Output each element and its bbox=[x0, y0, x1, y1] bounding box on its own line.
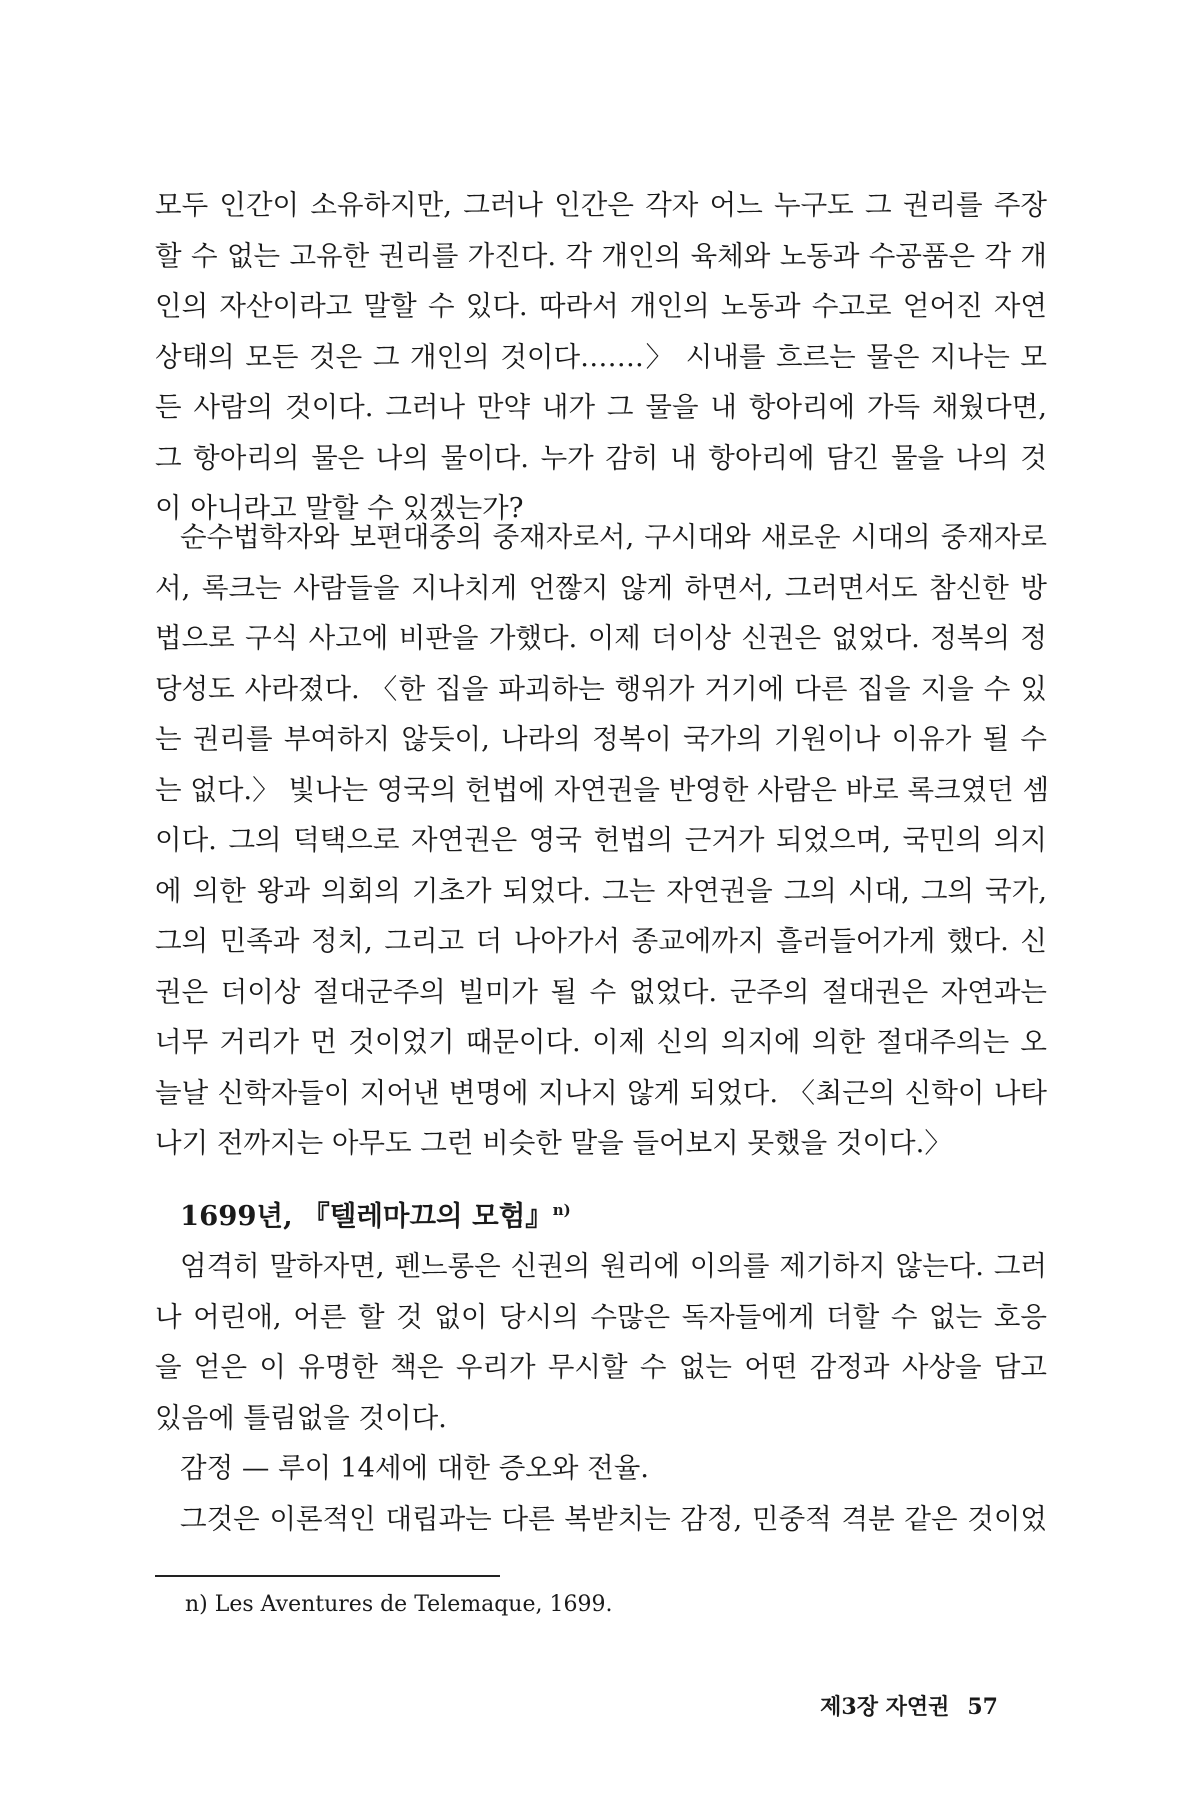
paragraph-4: 감정 — 루이 14세에 대한 증오와 전율. bbox=[180, 1452, 650, 1485]
text-line: 이다. 그의 덕택으로 자연권은 영국 헌법의 근거가 되었으며, 국민의 의지 bbox=[155, 824, 1047, 856]
text-line: 권은 더이상 절대군주의 빌미가 될 수 없었다. 군주의 절대권은 자연과는 bbox=[155, 975, 1047, 1008]
page-number: 57 bbox=[967, 1694, 998, 1720]
text-line: 서, 록크는 사람들을 지나치게 언짢지 않게 하면서, 그러면서도 참신한 방 bbox=[155, 571, 1047, 604]
text-line: 인의 자산이라고 말할 수 있다. 따라서 개인의 노동과 수고로 얻어진 자연 bbox=[155, 290, 1047, 322]
section-title bbox=[155, 1185, 1047, 1241]
text-line: 당성도 사라졌다. 〈한 집을 파괴하는 행위가 거기에 다른 집을 지을 수 있 bbox=[155, 672, 1047, 705]
text-line: 순수법학자와 보편대중의 중재자로서, 구시대와 새로운 시대의 중재자로 bbox=[180, 521, 1047, 553]
text-line: 는 없다.〉 빛나는 영국의 헌법에 자연권을 반영한 사람은 바로 록크였던 셈 bbox=[155, 773, 1050, 806]
text-line: 나기 전까지는 아무도 그런 비슷한 말을 들어보지 못했을 것이다.〉 bbox=[155, 1127, 952, 1159]
text-line: 이 아니라고 말할 수 있겠는가? bbox=[155, 492, 524, 524]
paragraph-5: 그것은 이론적인 대립과는 다른 복받치는 감정, 민중적 격분 같은 것이었 bbox=[180, 1502, 1047, 1535]
text-line: 을 얻은 이 유명한 책은 우리가 무시할 수 없는 어떤 감정과 사상을 담고 bbox=[155, 1351, 1047, 1384]
text-line: 엄격히 말하자면, 펜느롱은 신권의 원리에 이의를 제기하지 않는다. 그러 bbox=[180, 1250, 1047, 1283]
footnote-marker: n) bbox=[552, 1201, 571, 1219]
chapter-label: 제3장 자연권 bbox=[820, 1694, 950, 1720]
text-line: 그 항아리의 물은 나의 물이다. 누가 감히 내 항아리에 담긴 물을 나의 것 bbox=[155, 441, 1047, 474]
footnote: n) Les Aventures de Telemaque, 1699. bbox=[185, 1592, 613, 1617]
paragraph-1 bbox=[155, 180, 1047, 534]
text-line: 는 권리를 부여하지 않듯이, 나라의 정복이 국가의 기원이나 이유가 될 수 bbox=[155, 723, 1047, 755]
text-line: 에 의한 왕과 의회의 기초가 되었다. 그는 자연권을 그의 시대, 그의 국가, bbox=[155, 874, 1047, 907]
section-1699 bbox=[155, 1185, 1047, 1544]
text-line: 있음에 틀림없을 것이다. bbox=[155, 1401, 447, 1434]
text-line: 늘날 신학자들이 지어낸 변명에 지나지 않게 되었다. 〈최근의 신학이 나타 bbox=[155, 1076, 1047, 1109]
page-footer bbox=[820, 1690, 998, 1721]
text-line: 법으로 구식 사고에 비판을 가했다. 이제 더이상 신권은 없었다. 정복의 정 bbox=[155, 622, 1047, 654]
text-line: 나 어린애, 어른 할 것 없이 당시의 수많은 독자들에게 더할 수 없는 호응 bbox=[155, 1300, 1047, 1333]
text-line: 상태의 모든 것은 그 개인의 것이다…….〉 시내를 흐르는 물은 지나는 모 bbox=[155, 340, 1047, 373]
text-line: 든 사람의 것이다. 그러나 만약 내가 그 물을 내 항아리에 가득 채웠다면, bbox=[155, 391, 1047, 423]
footnote-divider bbox=[155, 1575, 500, 1577]
text-line: 그의 민족과 정치, 그리고 더 나아가서 종교에까지 흘러들어가게 했다. 신 bbox=[155, 925, 1047, 957]
section-title-text: 1699년, 『텔레마끄의 모험』 bbox=[180, 1200, 553, 1233]
paragraph-2 bbox=[155, 512, 1050, 1169]
text-line: 모두 인간이 소유하지만, 그러나 인간은 각자 어느 누구도 그 권리를 주장 bbox=[155, 189, 1047, 221]
text-line: 너무 거리가 먼 것이었기 때문이다. 이제 신의 의지에 의한 절대주의는 오 bbox=[155, 1026, 1047, 1058]
text-line: 할 수 없는 고유한 권리를 가진다. 각 개인의 육체와 노동과 수공품은 각 개 bbox=[155, 239, 1047, 272]
